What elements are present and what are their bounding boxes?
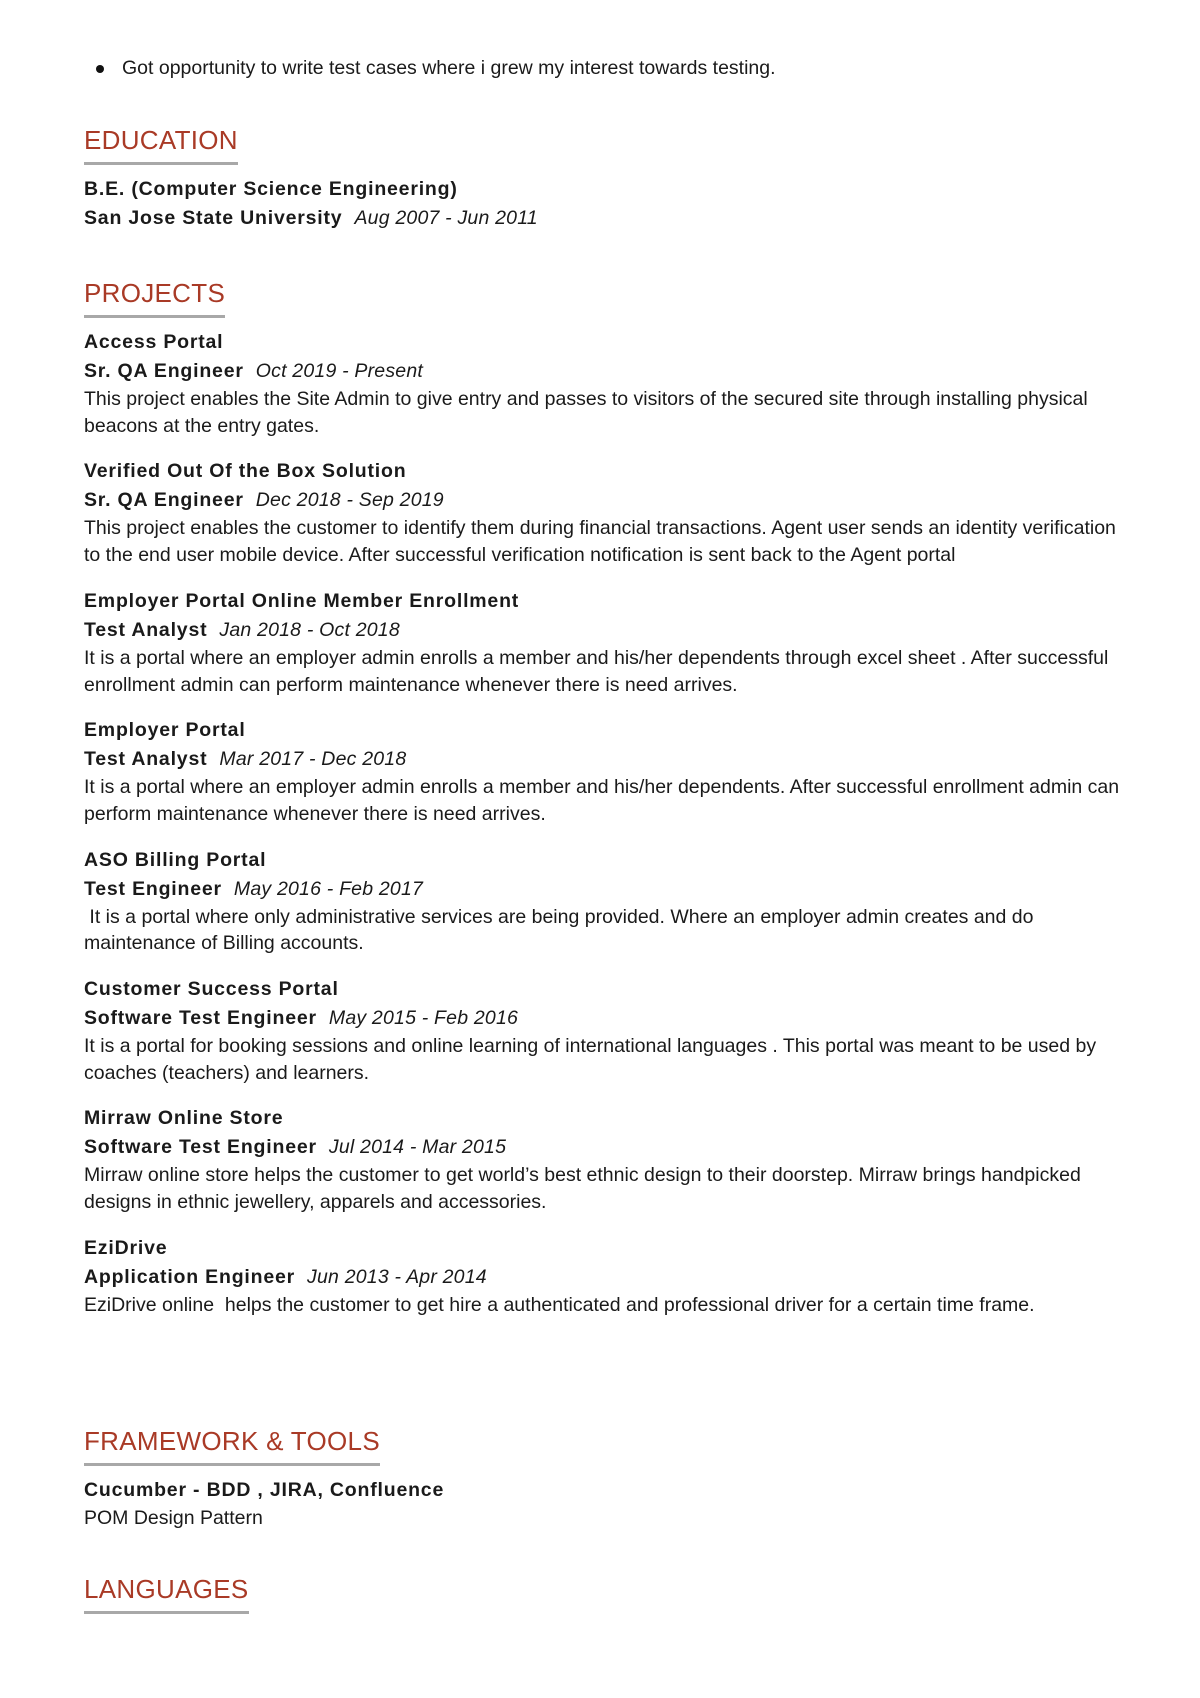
school: San Jose State University: [84, 207, 343, 229]
experience-bullet: [84, 57, 776, 80]
project-role: Application Engineer: [84, 1265, 296, 1288]
section-heading: EDUCATION: [84, 124, 238, 165]
degree: B.E. (Computer Science Engineering): [84, 178, 458, 200]
project-role: Test Analyst: [84, 618, 208, 641]
project-title: EziDrive: [84, 1236, 168, 1259]
project-role: Sr. QA Engineer: [84, 489, 244, 512]
project-dates: Jun 2013 - Apr 2014: [307, 1265, 487, 1288]
project-item: [84, 975, 1134, 1086]
project-description: EziDrive online helps the customer to get hire a authenticated and professional driver for a certain time frame.: [84, 1293, 1035, 1316]
project-item: [84, 1104, 1134, 1215]
project-item: [84, 328, 1134, 439]
project-description: This project enables the customer to identify them during financial transactions. Agent user sends an identity verification to the end user mobile device. After successful verification notification is sent back to the Agent portal: [84, 517, 1122, 567]
project-title: Employer Portal Online Member Enrollment: [84, 589, 520, 612]
project-description: It is a portal where only administrative services are being provided. Where an employer admin creates and do maintenance of Billing accounts.: [84, 905, 1039, 955]
project-item: [84, 1234, 1134, 1319]
project-title: Employer Portal: [84, 719, 246, 742]
languages-section: [84, 1573, 1134, 1614]
section-heading: PROJECTS: [84, 277, 225, 318]
section-heading: FRAMEWORK & TOOLS: [84, 1425, 380, 1466]
education-dates: Aug 2007 - Jun 2011: [354, 207, 538, 229]
project-title: ASO Billing Portal: [84, 848, 267, 871]
project-title: Customer Success Portal: [84, 978, 339, 1001]
project-title: Mirraw Online Store: [84, 1107, 284, 1130]
project-item: [84, 846, 1134, 957]
project-role: Software Test Engineer: [84, 1007, 317, 1030]
project-item: [84, 457, 1134, 568]
project-item: [84, 587, 1134, 698]
project-dates: Dec 2018 - Sep 2019: [255, 489, 444, 512]
tools: Cucumber - BDD , JIRA, Confluence: [84, 1479, 445, 1501]
project-dates: Jan 2018 - Oct 2018: [219, 618, 400, 641]
project-dates: Jul 2014 - Mar 2015: [328, 1136, 507, 1159]
project-dates: May 2015 - Feb 2016: [328, 1007, 519, 1030]
project-dates: Mar 2017 - Dec 2018: [219, 748, 407, 771]
project-description: Mirraw online store helps the customer to get world’s best ethnic design to their doorstep. Mirraw brings handpicked designs in ethnic jewellery, apparels and accessories.: [84, 1164, 1087, 1214]
projects-section: [84, 277, 1134, 1337]
project-description: It is a portal where an employer admin enrolls a member and his/her dependents through excel sheet . After successful enrollment admin can perform maintenance whenever there is need arrives.: [84, 646, 1114, 696]
project-description: It is a portal for booking sessions and online learning of international languages . This portal was meant to be used by coaches (teachers) and learners.: [84, 1035, 1102, 1084]
education-section: [84, 124, 1134, 233]
project-item: [84, 716, 1134, 827]
project-role: Software Test Engineer: [84, 1136, 317, 1159]
project-title: Verified Out Of the Box Solution: [84, 460, 407, 483]
framework-section: [84, 1425, 1134, 1532]
project-dates: Oct 2019 - Present: [255, 360, 424, 382]
section-heading: LANGUAGES: [84, 1573, 249, 1614]
project-role: Test Engineer: [84, 877, 222, 900]
bullet-text: Got opportunity to write test cases where i grew my interest towards testing.: [122, 57, 776, 79]
project-description: This project enables the Site Admin to give entry and passes to visitors of the secured site through installing physical beacons at the entry gates.: [84, 388, 1094, 437]
project-role: Sr. QA Engineer: [84, 360, 244, 382]
project-description: It is a portal where an employer admin enrolls a member and his/her dependents. After successful enrollment admin can perform maintenance whenever there is need arrives.: [84, 776, 1125, 825]
bullet-icon: [96, 65, 104, 73]
project-role: Test Analyst: [84, 748, 208, 771]
pattern: POM Design Pattern: [84, 1507, 263, 1529]
project-title: Access Portal: [84, 331, 224, 353]
project-dates: May 2016 - Feb 2017: [233, 877, 424, 900]
